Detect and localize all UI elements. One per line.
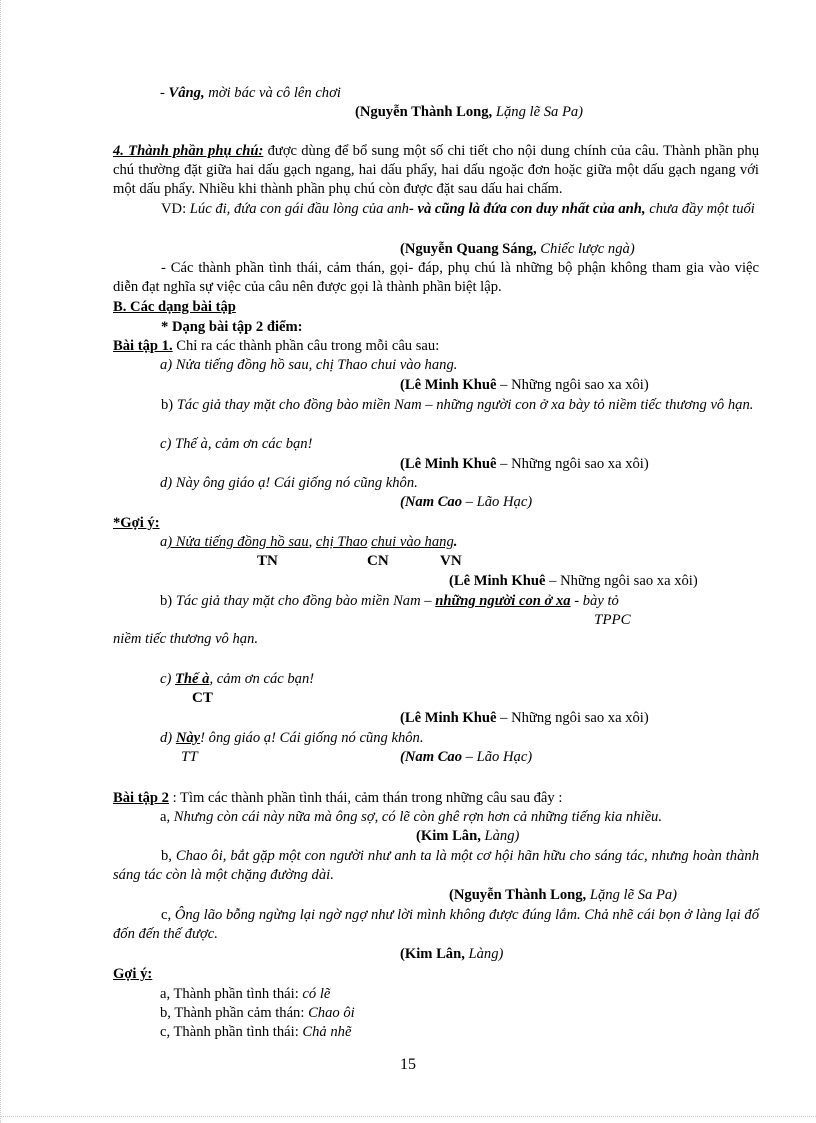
citation — [400, 240, 635, 259]
citation — [416, 827, 519, 846]
citation — [400, 709, 649, 728]
exercise-1-title: Bài tập 1. — [113, 338, 173, 354]
citation-author: (Kim Lân, — [400, 946, 465, 962]
section-b-title: B. Các dạng bài tập — [113, 299, 236, 315]
example-line — [160, 84, 341, 103]
section-4-paragraph — [113, 142, 759, 199]
exercise-1-a: a) Nửa tiếng đồng hồ sau, chị Thao chui vào hang. — [160, 357, 458, 373]
label-cn: CN — [367, 553, 389, 569]
citation — [400, 945, 503, 964]
citation-work: – Những ngôi sao xa xôi) — [545, 573, 698, 589]
answer-value: Chả nhẽ — [302, 1024, 352, 1040]
hint-b-continued: niềm tiếc thương vô hạn. — [113, 631, 259, 647]
citation-author: (Lê Minh Khuê — [400, 377, 497, 393]
hint-c-text: , cảm ơn các bạn! — [209, 671, 315, 687]
hint-b-text-end: - bày tỏ — [570, 593, 619, 609]
hint-d — [160, 729, 424, 748]
citation-author: (Nguyễn Quang Sáng, — [400, 241, 537, 257]
summary-text: - Các thành phần tình thái, cảm thán, gọi- đáp, phụ chú là những bộ phận không tham gia vào việc diễn đạt nghĩa sự việc của câu nên được gọi là thành phần biệt lập. — [113, 260, 759, 295]
answer-label: c, Thành phần tình thái: — [160, 1024, 303, 1040]
page-edge-bottom — [0, 1115, 816, 1117]
vocative-word: Này — [175, 730, 201, 746]
exercise-2-c-text: Ông lão bỗng ngừng lại ngờ ngợ như lời mình không được đúng lắm. Chả nhẽ cái bọn ở làng lại đổ đốn đến thế được. — [113, 907, 760, 942]
citation-work: Lặng lẽ Sa Pa) — [492, 104, 584, 120]
citation — [400, 748, 532, 767]
section-4-text: được dùng để bổ sung một số chi tiết cho nội dung chính của câu. Thành phần phụ chú thường đặt giữa hai dấu gạch ngang, hai dấu phẩy, hai dấu ngoặc đơn hoặc giữa một dấu gạch ngang với một dấu phẩy. Nhiều khi thành phần phụ chú còn được đặt sau dấu hai chấm. — [113, 143, 760, 197]
vd-bold-text: - và cũng là đứa con duy nhất của anh, — [408, 201, 646, 217]
citation-author: (Nam Cao — [400, 749, 463, 765]
citation-author: (Nguyễn Thành Long, — [449, 887, 587, 903]
citation-work: – Những ngôi sao xa xôi) — [496, 456, 649, 472]
exercise-2-a — [160, 808, 662, 827]
item-marker: d) — [160, 730, 176, 746]
exercise-1-text: Chỉ ra các thành phần câu trong mỗi câu sau: — [172, 338, 440, 354]
subject-phrase: chị Thao — [315, 534, 368, 550]
vd-text: Lúc đi, đứa con gái đầu lòng của anh — [189, 201, 409, 217]
item-marker: a — [160, 534, 168, 550]
exercise-type-heading: * Dạng bài tập 2 điểm: — [161, 319, 303, 335]
comma: , — [308, 534, 316, 550]
answer-a — [160, 985, 330, 1004]
citation — [400, 493, 532, 512]
citation-author: (Lê Minh Khuê — [449, 573, 546, 589]
hint-2-title: Gợi ý: — [113, 966, 153, 982]
hint-b — [160, 592, 619, 611]
item-marker: c, — [161, 907, 175, 923]
citation-author: (Lê Minh Khuê — [400, 456, 497, 472]
citation — [400, 455, 649, 474]
citation-work: Làng) — [464, 946, 504, 962]
citation-work: – Lão Hạc) — [462, 749, 533, 765]
exercise-2-a-text: Nhưng còn cái này nữa mà ông sợ, có lẽ còn ghê rợn hơn cả những tiếng kia nhiều. — [173, 809, 663, 825]
citation — [449, 886, 677, 905]
label-tppc: TPPC — [594, 612, 631, 628]
predicate-phrase: chui vào hang — [371, 534, 454, 550]
exercise-2-heading — [113, 789, 562, 808]
period: . — [453, 534, 458, 550]
citation-author: (Nguyễn Thành Long, — [355, 104, 493, 120]
exercise-1-heading — [113, 337, 439, 356]
citation-author: (Nam Cao — [400, 494, 463, 510]
answer-b — [160, 1004, 355, 1023]
section-4-title: 4. Thành phần phụ chú: — [113, 143, 264, 159]
exercise-1-b-text: Tác giả thay mặt cho đồng bào miền Nam – những người con ở xa bày tỏ niềm tiếc thương vô hạn. — [176, 397, 754, 413]
example-vd — [113, 200, 759, 219]
exercise-1-d: d) Này ông giáo ạ! Cái giống nó cũng khôn. — [160, 475, 418, 491]
dash: - — [160, 85, 169, 101]
answer-c — [160, 1023, 351, 1042]
exercise-1-c: c) Thế à, cảm ơn các bạn! — [160, 436, 313, 452]
hint-1-title: *Gợi ý: — [113, 515, 160, 531]
citation-work: – Lão Hạc) — [462, 494, 533, 510]
example-text: mời bác và cô lên chơi — [204, 85, 341, 101]
item-marker: b) — [160, 593, 176, 609]
exercise-2-b — [113, 847, 759, 885]
exercise-1-b — [113, 396, 759, 415]
answer-value: Chao ôi — [308, 1005, 355, 1021]
citation-author: (Lê Minh Khuê — [400, 710, 497, 726]
citation-work: – Những ngôi sao xa xôi) — [496, 710, 649, 726]
citation-work: – Những ngôi sao xa xôi) — [496, 377, 649, 393]
label-ct: CT — [192, 690, 213, 706]
answer-value: có lẽ — [302, 986, 331, 1002]
page-number: 15 — [400, 1056, 416, 1073]
hint-a — [160, 533, 457, 552]
hint-b-text: Tác giả thay mặt cho đồng bào miền Nam – — [175, 593, 436, 609]
label-tn: TN — [257, 553, 278, 569]
exercise-2-title: Bài tập 2 — [113, 790, 169, 806]
citation — [400, 376, 649, 395]
summary-paragraph — [113, 259, 759, 297]
citation-author: (Kim Lân, — [416, 828, 481, 844]
exercise-2-c — [113, 906, 759, 944]
page-edge-left — [0, 0, 3, 1123]
citation-work: Làng) — [480, 828, 520, 844]
item-marker: a, — [160, 809, 174, 825]
modal-phrase: Thế à — [175, 671, 210, 687]
adverbial-phrase: ) Nửa tiếng đồng hồ sau — [167, 534, 309, 550]
item-marker: b) — [161, 397, 177, 413]
hint-c — [160, 670, 314, 689]
parenthetical-phrase: những người con ở xa — [435, 593, 571, 609]
label-vn: VN — [440, 553, 462, 569]
answer-label: b, Thành phần cảm thán: — [160, 1005, 309, 1021]
citation — [449, 572, 698, 591]
citation — [355, 103, 583, 122]
item-marker: b, — [161, 848, 176, 864]
vd-label: VD: — [161, 201, 190, 217]
label-tt: TT — [181, 749, 198, 765]
exercise-2-text: : Tìm các thành phần tình thái, cảm thán trong những câu sau đây : — [168, 790, 563, 806]
citation-work: Chiếc lược ngà) — [536, 241, 635, 257]
citation-work: Lặng lẽ Sa Pa) — [586, 887, 678, 903]
bold-word: Vâng, — [168, 85, 205, 101]
item-marker: c) — [160, 671, 175, 687]
hint-d-text: ! ông giáo ạ! Cái giống nó cũng khôn. — [200, 730, 424, 746]
exercise-2-b-text: Chao ôi, bắt gặp một con người như anh ta là một cơ hội hãn hữu cho sáng tác, nhưng hoàn thành sáng tác còn là một chặng đường dài. — [113, 848, 759, 883]
answer-label: a, Thành phần tình thái: — [160, 986, 303, 1002]
vd-text-end: chưa đầy một tuổi — [645, 201, 755, 217]
